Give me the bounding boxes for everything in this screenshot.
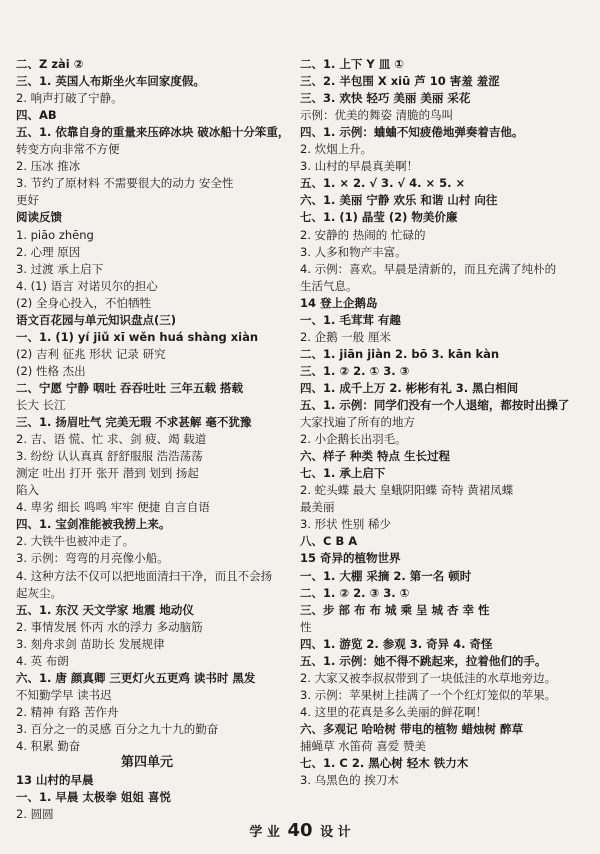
answer-line: 七、1. C 2. 黑心树 轻木 铁力木 (300, 756, 469, 771)
answer-line: 2. 大家又被李叔叔带到了一块低洼的水草地旁边。 (300, 670, 557, 685)
answer-line: 三、步 部 布 布 城 乘 呈 城 杏 幸 性 (300, 602, 490, 617)
answer-line: 2. 精神 有路 苦作舟 (16, 704, 119, 719)
section-heading: 14 登上企鹅岛 (300, 295, 378, 310)
answer-line: 2. 大铁牛也被冲走了。 (16, 534, 135, 549)
answer-line: 二、1. jiān jiàn 2. bō 3. kān kàn (300, 346, 500, 361)
page-number: 40 (287, 820, 313, 841)
answer-line: 2. 企鹅 一般 厘米 (300, 329, 391, 344)
answer-line: 陷入 (16, 483, 39, 498)
answer-line: 一、1. 大棚 采摘 2. 第一名 顿时 (300, 568, 472, 583)
answer-line: 2. 响声打破了宁静。 (16, 91, 123, 106)
answer-line: 3. 节约了原材料 不需要很大的动力 安全性 (16, 176, 234, 191)
answer-line: 4. 这里的花真是多么美丽的鲜花啊！ (300, 704, 488, 719)
answer-line: 二、Z zài ② (16, 57, 84, 71)
answer-line: 六、1. 美丽 宁静 欢乐 和谐 山村 向往 (300, 193, 498, 208)
answer-line: 3. 纷纷 认认真真 舒舒服服 浩浩荡荡 (16, 449, 203, 464)
answer-line: 3. 刻舟求剑 苗助长 发展规律 (16, 636, 165, 651)
answer-line: 一、1. (1) yí jiǔ xī wěn huá shàng xiàn (16, 329, 259, 344)
answer-line: 2. 吉、语 慌、忙 求、剑 疲、竭 载道 (16, 432, 207, 447)
answer-line: 四、AB (16, 108, 57, 123)
answer-line: 五、1. 东汉 天文学家 地震 地动仪 (16, 602, 194, 617)
answer-line: 4. 英 布朗 (16, 653, 69, 668)
answer-line: 转变方向非常不方便 (16, 142, 120, 157)
answer-line: 3. 过渡 承上启下 (16, 261, 104, 276)
answer-line: 4. 这种方法不仅可以把地面清扫干净，而且不会扬 (16, 568, 273, 583)
answer-line: 4. (1) 语言 对诺贝尔的担心 (16, 278, 158, 293)
answer-line: 五、1. × 2. √ 3. √ 4. × 5. × (300, 176, 466, 191)
page-footer (0, 820, 600, 841)
answer-line: 示例：优美的舞姿 清脆的鸟叫 (300, 108, 454, 123)
answer-line: 四、1. 成千上万 2. 彬彬有礼 3. 黑白相间 (300, 380, 519, 395)
answer-line: 二、1. 上下 Y 皿 ① (300, 57, 404, 71)
answer-line: 生活气息。 (300, 278, 358, 293)
answer-line: 四、1. 游览 2. 参观 3. 奇异 4. 奇怪 (300, 636, 493, 651)
answer-line: 2. 小企鹅长出羽毛。 (300, 432, 407, 447)
answer-line: 七、1. 承上启下 (300, 466, 386, 481)
answer-line: 八、C B A (300, 534, 358, 549)
answer-line: 捕蝇草 水笛荷 喜爱 赞美 (300, 739, 426, 753)
answer-line: 一、1. 早晨 太极拳 姐姐 喜悦 (16, 790, 171, 805)
answer-line: (2) 性格 杰出 (16, 363, 86, 378)
footer-label-left: 学 业 (249, 825, 280, 840)
answer-line: 六、1. 唐 颜真卿 三更灯火五更鸡 读书时 黑发 (16, 670, 256, 685)
answer-line: 2. 炊烟上升。 (300, 142, 373, 157)
answer-line: 起灰尘。 (16, 585, 62, 600)
answer-line: 2. 安静的 热闹的 忙碌的 (300, 227, 426, 242)
answer-line: 长大 长江 (16, 398, 66, 412)
answer-line: 4. 积累 勤奋 (16, 739, 81, 753)
answer-line: 四、1. 宝剑准能被我捞上来。 (16, 517, 171, 532)
answer-line: 1. piāo zhēng (16, 227, 94, 242)
answer-line: 三、1. 英国人布斯坐火车回家度假。 (16, 74, 205, 89)
section-heading: 阅读反馈 (16, 210, 62, 225)
answer-line: 2. 压冰 推冰 (16, 159, 81, 174)
answer-line: 六、多观记 哈哈树 带电的植物 蜡烛树 醉草 (300, 721, 524, 736)
answer-line: 三、2. 半包围 X xiū 芦 10 害羞 羞涩 (300, 74, 500, 89)
answer-line: 不知勤学早 读书迟 (16, 687, 112, 702)
answer-line: 3. 乌黑色的 挨刀木 (300, 773, 399, 788)
answer-line: 3. 人多和物产丰富。 (300, 244, 407, 259)
answer-line: (2) 吉利 征兆 形状 记录 研究 (16, 346, 166, 361)
answer-line: (2) 全身心投入，不怕牺牲 (16, 295, 151, 310)
answer-line: 三、1. ② 2. ① 3. ③ (300, 363, 410, 378)
answer-line: 性 (300, 619, 312, 634)
answer-line: 五、1. 示例：她不得不跳起来，拉着他们的手。 (300, 653, 547, 668)
answer-line: 测定 吐出 打开 张开 潜到 划到 扬起 (16, 466, 199, 481)
section-heading: 13 山村的早晨 (16, 773, 94, 788)
answer-line: 3. 示例：弯弯的月亮像小船。 (16, 551, 169, 566)
answer-line: 最美丽 (300, 500, 335, 515)
answer-line: 二、宁愿 宁静 咽吐 吞吞吐吐 三年五载 搭载 (16, 380, 244, 395)
answer-line: 3. 形状 性别 稀少 (300, 517, 391, 532)
answer-line: 4. 卑劣 细长 鸣鸣 牢牢 便捷 自言自语 (16, 500, 210, 515)
answer-line: 4. 示例：喜欢。早晨是清新的，而且充满了纯朴的 (300, 261, 557, 276)
unit-title: 第四单元 (120, 755, 173, 771)
answer-line: 3. 山村的早晨真美啊！ (300, 159, 419, 174)
answer-line: 大家找遍了所有的地方 (300, 415, 415, 430)
answer-line: 一、1. 毛茸茸 有趣 (300, 312, 401, 327)
answer-line: 3. 百分之一的灵感 百分之九十九的勤奋 (16, 721, 219, 736)
answer-line: 3. 示例：苹果树上挂满了一个个红灯笼似的苹果。 (300, 687, 557, 702)
answer-line: 2. 事情发展 怀丙 水的浮力 多动脑筋 (16, 619, 203, 634)
answer-line: 2. 圆圆 (16, 807, 54, 822)
answer-line: 2. 蛇头蝶 最大 皇蛾阴阳蝶 奇特 黄裙凤蝶 (300, 483, 514, 498)
footer-label-right: 设 计 (320, 825, 351, 840)
section-heading: 15 奇异的植物世界 (300, 551, 401, 566)
answer-line: 二、1. ② 2. ③ 3. ① (300, 585, 410, 600)
answer-line: 2. 心理 原因 (16, 244, 81, 259)
answer-line: 七、1. (1) 晶莹 (2) 物美价廉 (300, 210, 458, 225)
answer-line: 四、1. 示例：蛐蛐不知疲倦地弹奏着吉他。 (300, 125, 524, 140)
answer-line: 五、1. 示例：同学们没有一个人退缩，都按时出操了 (300, 398, 570, 412)
answer-line: 三、1. 扬眉吐气 完美无瑕 不求甚解 毫不犹豫 (16, 415, 252, 430)
answer-line: 六、样子 种类 特点 生长过程 (300, 449, 451, 464)
answer-line: 五、1. 依靠自身的重量来压碎冰块 破冰船十分笨重， (16, 125, 290, 140)
answer-line: 更好 (16, 193, 39, 208)
answer-line: 三、3. 欢快 轻巧 美丽 美丽 采花 (300, 91, 471, 106)
section-heading: 语文百花园与单元知识盘点(三) (16, 312, 177, 327)
